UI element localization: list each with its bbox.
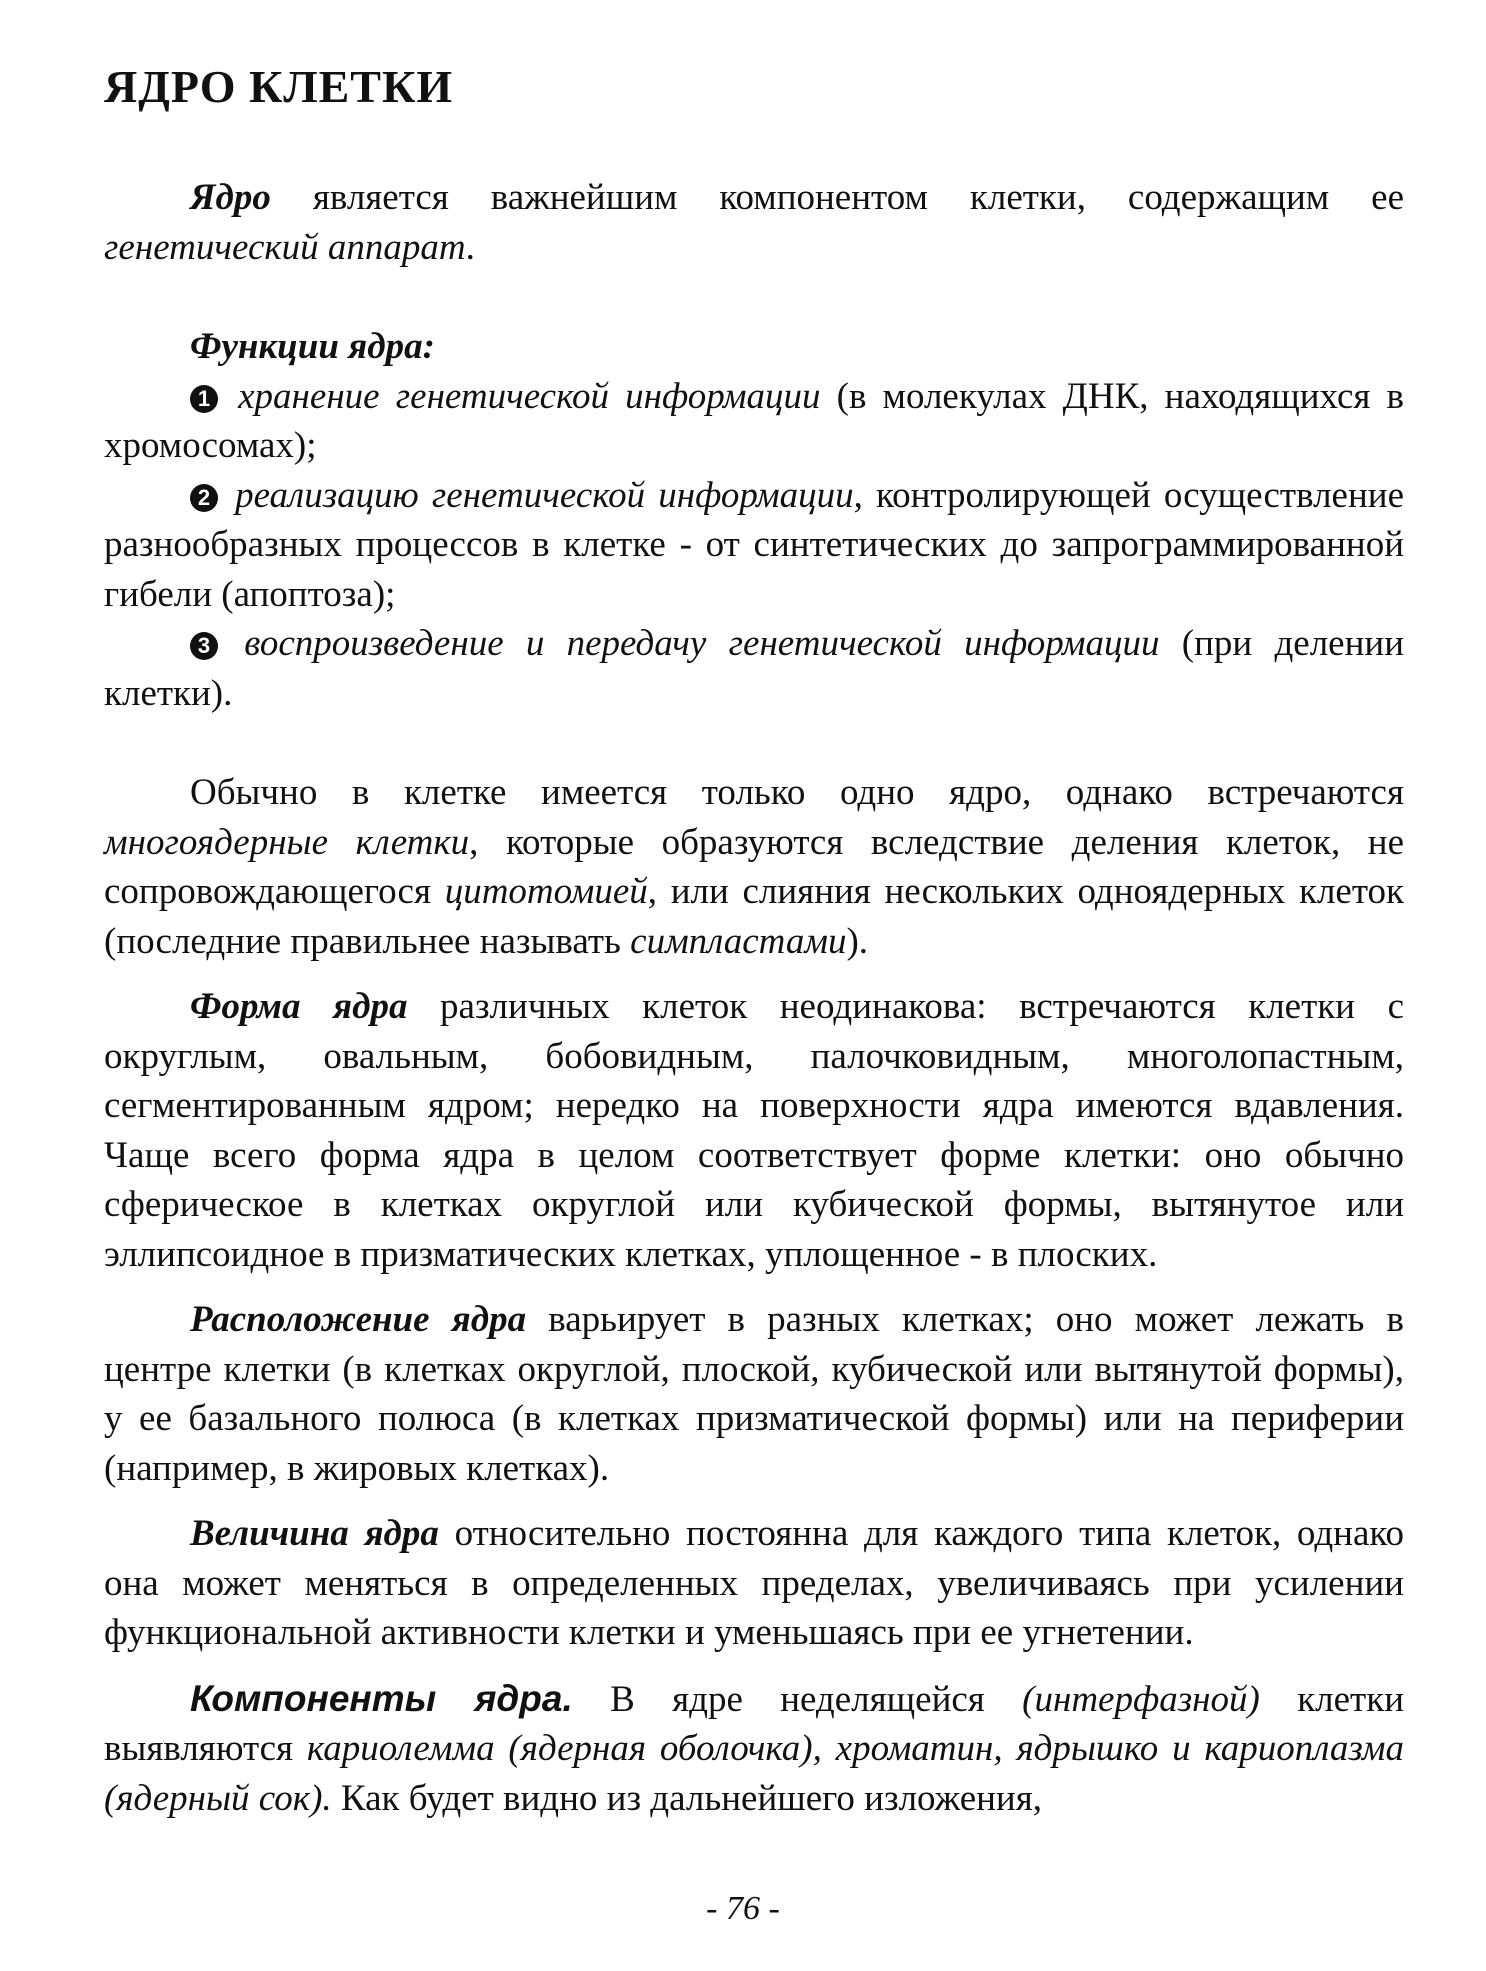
usually-text-2: , которые образуются вследствие деления клеток, не сопровождающегося [104, 821, 1404, 912]
shape-term: Форма ядра [190, 986, 408, 1027]
usually-text-4: ). [846, 920, 869, 962]
number-3-icon: 3 [190, 632, 218, 660]
page-title: ЯДРО КЛЕТКИ [104, 61, 454, 112]
function-text-3: (при делении клетки). [104, 623, 1404, 714]
shape-paragraph [104, 982, 1404, 1279]
intro-text-end: . [465, 226, 475, 268]
intro-term2: генетический аппарат [104, 226, 466, 268]
function-item-2 [104, 471, 1404, 620]
location-paragraph [104, 1295, 1404, 1493]
functions-heading [104, 322, 1404, 372]
size-text: относительно постоянна для каждого типа клеток, однако она может меняться в определенных пределах, увеличиваясь при усилении функциональной активности клетки и уменьшаясь при ее угнетении. [104, 1513, 1405, 1653]
components-term: Компоненты ядра. [190, 1677, 573, 1719]
number-1-icon: 1 [190, 385, 218, 413]
components-term-1: (интерфазной) [1022, 1678, 1260, 1720]
location-text: варьирует в разных клетках; оно может лежать в центре клетки (в клетках округлой, плоской, кубической или вытянутой формы), у ее базального полюса (в клетках призматической формы) или на периферии (например, в жировых клетках). [104, 1299, 1404, 1489]
intro-term: Ядро [190, 177, 271, 218]
components-text-3: Как будет видно из дальнейшего изложения, [331, 1777, 1042, 1819]
usually-term-3: симпластами [630, 920, 847, 962]
page-number: - 76 - [706, 1890, 780, 1927]
function-text-2: , контролирующей осуществление разнообразных процессов в клетке - от синтетических до запрограммированной гибели (апоптоза); [104, 474, 1404, 615]
usually-text-1: Обычно в клетке имеется только одно ядро, однако встречаются [190, 772, 1404, 813]
intro-paragraph [104, 173, 1404, 272]
function-term-2: реализацию генетической информации [235, 474, 854, 516]
location-term: Расположение ядра [190, 1299, 527, 1340]
components-text-2: клетки выявляются [104, 1678, 1404, 1769]
function-item-3 [104, 619, 1404, 718]
components-paragraph [104, 1674, 1404, 1824]
usually-term-2: цитотомией [444, 871, 648, 912]
usually-text-3: , или слияния нескольких одноядерных клеток (последние правильнее называть [104, 871, 1404, 962]
function-text-1: (в молекулах ДНК, находящихся в хромосомах); [104, 375, 1405, 466]
intro-text: является важнейшим компонентом клетки, содержащим ее [270, 177, 1404, 218]
components-text-1: В ядре неделящейся [572, 1678, 1023, 1720]
components-term-2: кариолемма (ядерная оболочка), хроматин, ядрышко и кариоплазма (ядерный сок). [104, 1728, 1404, 1819]
function-term-3: воспроизведение и передачу генетической информации [244, 623, 1160, 664]
size-paragraph [104, 1509, 1404, 1658]
size-term: Величина ядра [190, 1513, 439, 1554]
usually-paragraph [104, 768, 1404, 966]
number-2-icon: 2 [190, 484, 218, 512]
functions-heading-text: Функции ядра: [190, 326, 435, 367]
function-item-1 [104, 372, 1404, 471]
shape-text: различных клеток неодинакова: встречаются клетки с округлым, овальным, бобовидным, палочковидным, многолопастным, сегментированным ядром; нередко на поверхности ядра имеются вдавления. Чаще всего форма ядра в целом соответствует форме клетки: оно обычно сферическое в клетках округлой или кубической формы, вытянутое или эллипсоидное в призматических клетках, уплощенное - в плоских. [104, 986, 1405, 1275]
function-term-1: хранение генетической информации [238, 375, 821, 417]
page-content [104, 60, 1404, 1823]
usually-term-1: многоядерные клетки [104, 821, 470, 863]
